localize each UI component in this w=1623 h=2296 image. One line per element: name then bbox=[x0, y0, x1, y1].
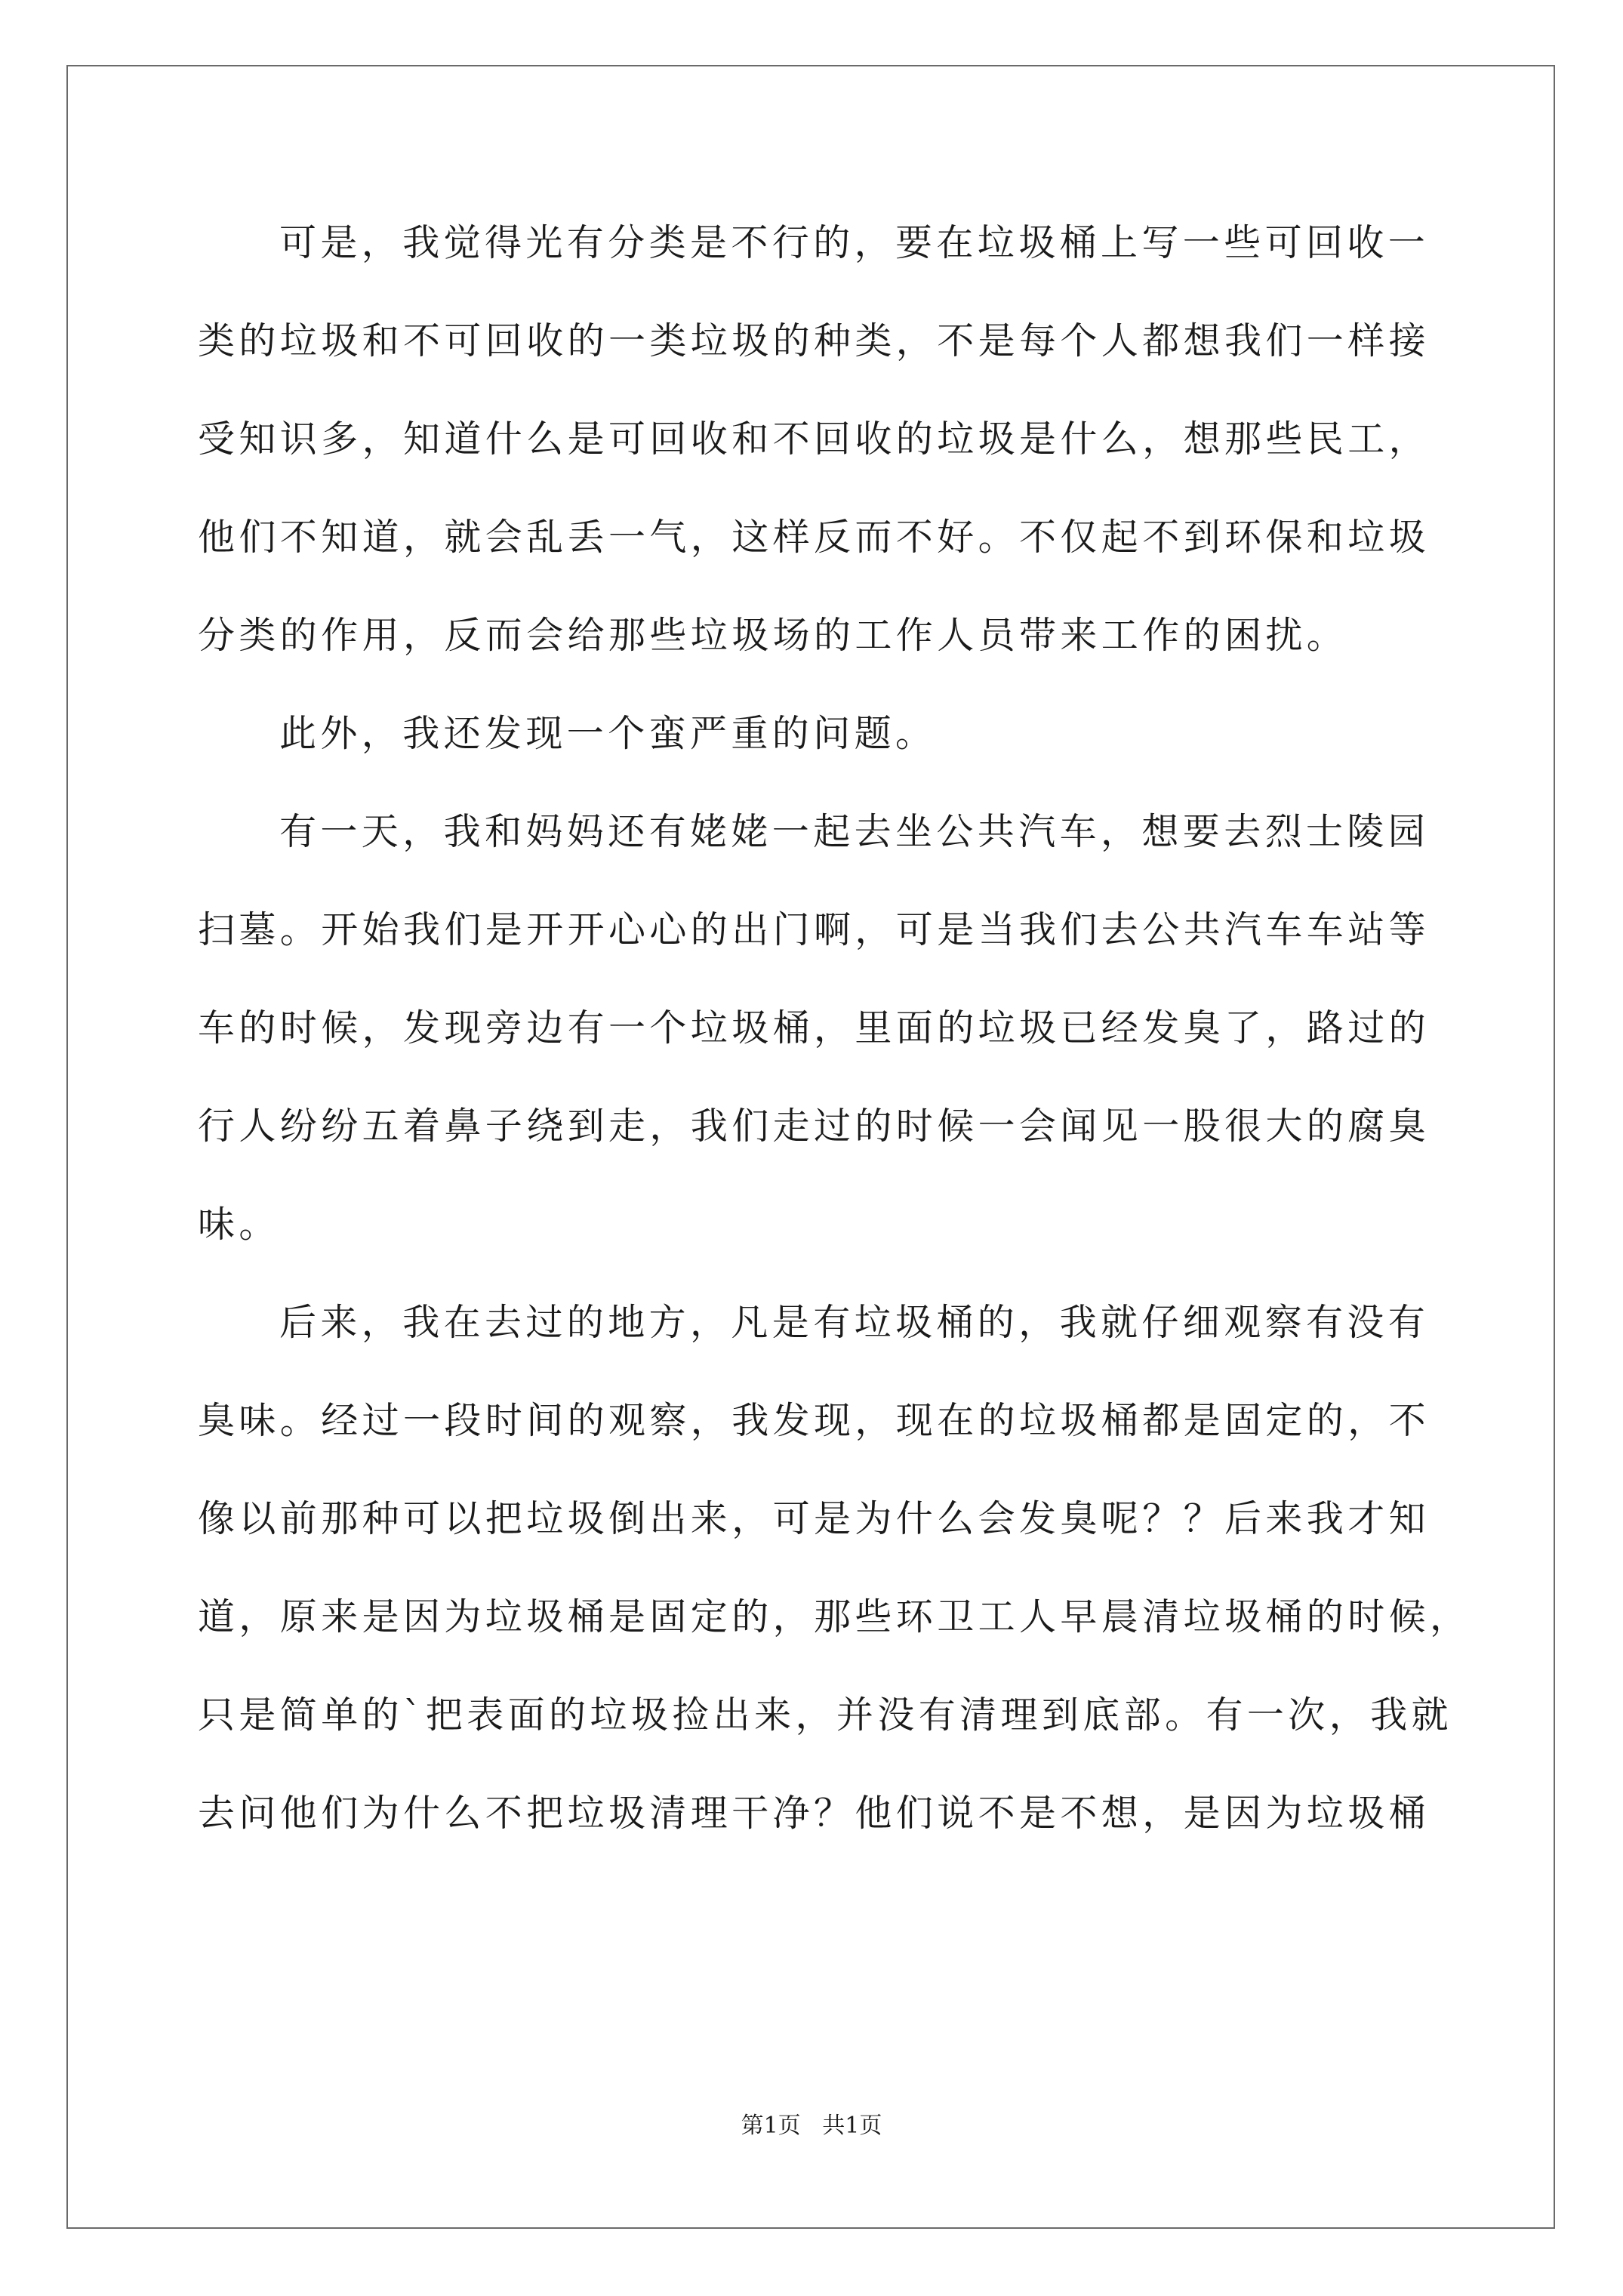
page-number-footer: 第1页 共1页 bbox=[741, 2113, 882, 2139]
paragraph-3-line-4: 行人纷纷五着鼻子绕到走，我们走过的时候一会闻见一股很大的腐臭 bbox=[198, 1105, 1431, 1148]
paragraph-1-line-2: 类的垃圾和不可回收的一类垃圾的种类，不是每个人都想我们一样接 bbox=[198, 319, 1431, 362]
paragraph-3-line-1: 有一天，我和妈妈还有姥姥一起去坐公共汽车，想要去烈士陵园 bbox=[279, 810, 1430, 853]
paragraph-1-line-3: 受知识多，知道什么是可回收和不回收的垃圾是什么，想那些民工， bbox=[198, 418, 1431, 461]
paragraph-4-line-4: 道，原来是因为垃圾桶是固定的，那些环卫工人早晨清垃圾桶的时候， bbox=[198, 1595, 1471, 1638]
paragraph-4-line-6: 去问他们为什么不把垃圾清理干净？他们说不是不想，是因为垃圾桶 bbox=[198, 1792, 1431, 1835]
paragraph-1-line-5: 分类的作用，反而会给那些垃圾场的工作人员带来工作的困扰。 bbox=[198, 614, 1348, 657]
paragraph-3-line-2: 扫墓。开始我们是开开心心的出门啊，可是当我们去公共汽车车站等 bbox=[198, 908, 1431, 951]
paragraph-1-line-4: 他们不知道，就会乱丢一气，这样反而不好。不仅起不到环保和垃圾 bbox=[198, 516, 1431, 559]
paragraph-4-line-1: 后来，我在去过的地方，凡是有垃圾桶的，我就仔细观察有没有 bbox=[279, 1301, 1430, 1344]
paragraph-3-line-5: 味。 bbox=[198, 1203, 280, 1246]
paragraph-4-line-3: 像以前那种可以把垃圾倒出来，可是为什么会发臭呢？？后来我才知 bbox=[198, 1497, 1431, 1540]
paragraph-4-line-2: 臭味。经过一段时间的观察，我发现，现在的垃圾桶都是固定的，不 bbox=[198, 1399, 1431, 1442]
paragraph-3-line-3: 车的时候，发现旁边有一个垃圾桶，里面的垃圾已经发臭了，路过的 bbox=[198, 1006, 1431, 1049]
paragraph-4-line-5: 只是简单的`把表面的垃圾捡出来，并没有清理到底部。有一次，我就 bbox=[198, 1693, 1452, 1737]
paragraph-2-line-1: 此外，我还发现一个蛮严重的问题。 bbox=[279, 712, 937, 755]
paragraph-1-line-1: 可是，我觉得光有分类是不行的，要在垃圾桶上写一些可回收一 bbox=[279, 221, 1430, 264]
